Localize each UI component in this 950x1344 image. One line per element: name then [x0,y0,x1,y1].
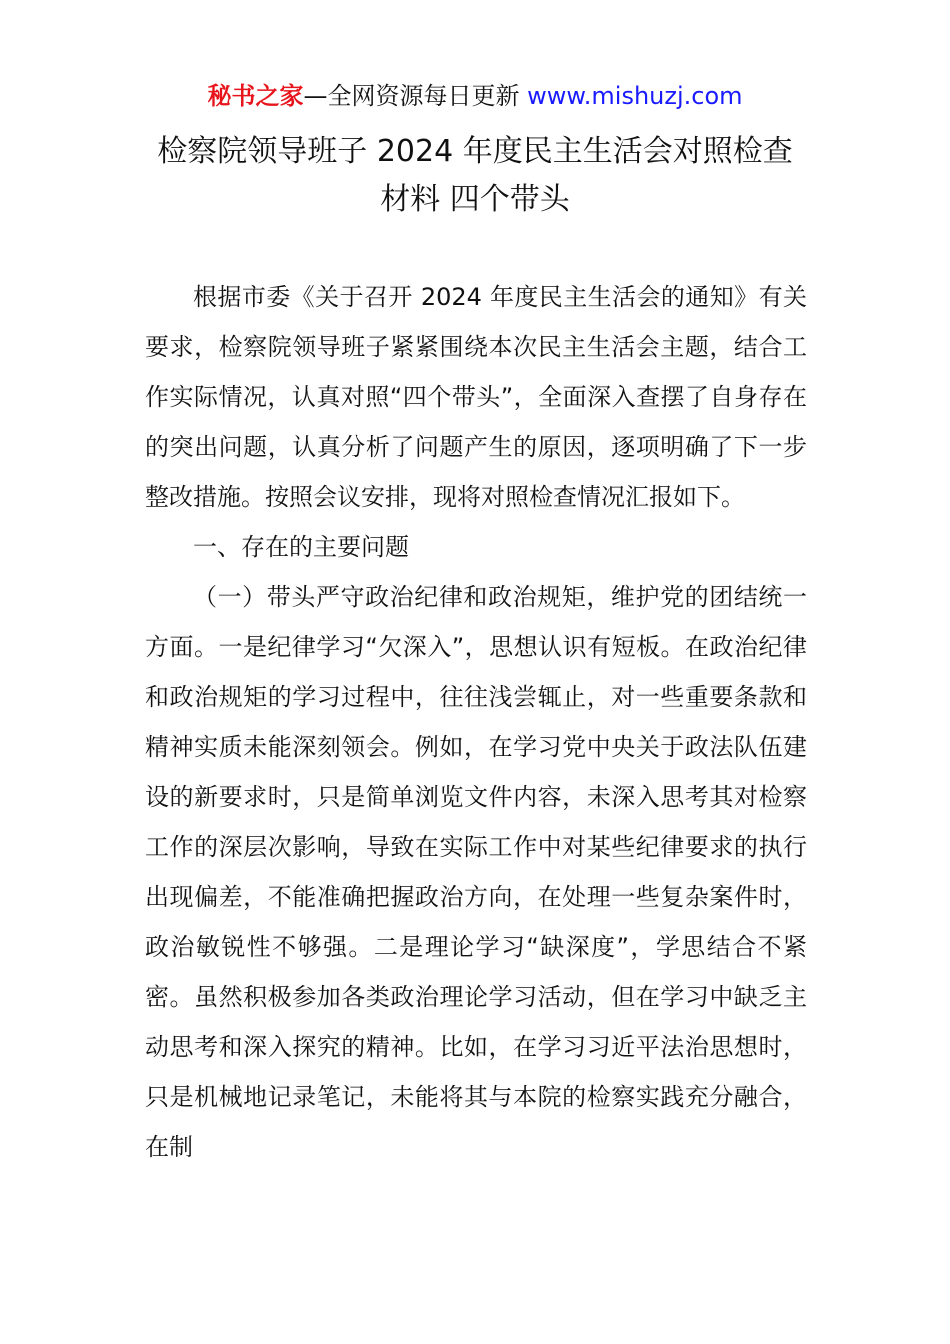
document-title [120,128,830,224]
site-header [0,80,950,112]
body-paragraph: （一）带头严守政治纪律和政治规矩，维护党的团结统一方面。一是纪律学习“欠深入”，思想认识有短板。在政治纪律和政治规矩的学习过程中，往往浅尝辄止，对一些重要条款和精神实质未能深刻领会。例如，在学习党中央关于政法队伍建设的新要求时，只是简单浏览文件内容，未深入思考其对检察工作的深层次影响，导致在实际工作中对某些纪律要求的执行出现偏差，不能准确把握政治方向，在处理一些复杂案件时，政治敏锐性不够强。二是理论学习“缺深度”，学思结合不紧密。虽然积极参加各类政治理论学习活动，但在学习中缺乏主动思考和深入探究的精神。比如，在学习习近平法治思想时，只是机械地记录笔记，未能将其与本院的检察实践充分融合，在制 [145,583,807,1161]
intro-paragraph: 根据市委《关于召开 2024 年度民主生活会的通知》有关要求，检察院领导班子紧紧围绕本次民主生活会主题，结合工作实际情况，认真对照“四个带头”，全面深入查摆了自身存在的突出问题，认真分析了问题产生的原因，逐项明确了下一步整改措施。按照会议安排，现将对照检查情况汇报如下。 [145,283,807,511]
section-heading: 一、存在的主要问题 [193,533,409,561]
title-line-2: 材料 四个带头 [380,182,570,217]
document-body [145,272,807,1172]
title-line-1: 检察院领导班子 2024 年度民主生活会对照检查 [157,134,793,169]
brand-name: 秘书之家 [207,82,304,110]
site-url-link[interactable]: www.mishuzj.com [527,82,743,110]
header-tagline: —全网资源每日更新 [303,82,528,110]
